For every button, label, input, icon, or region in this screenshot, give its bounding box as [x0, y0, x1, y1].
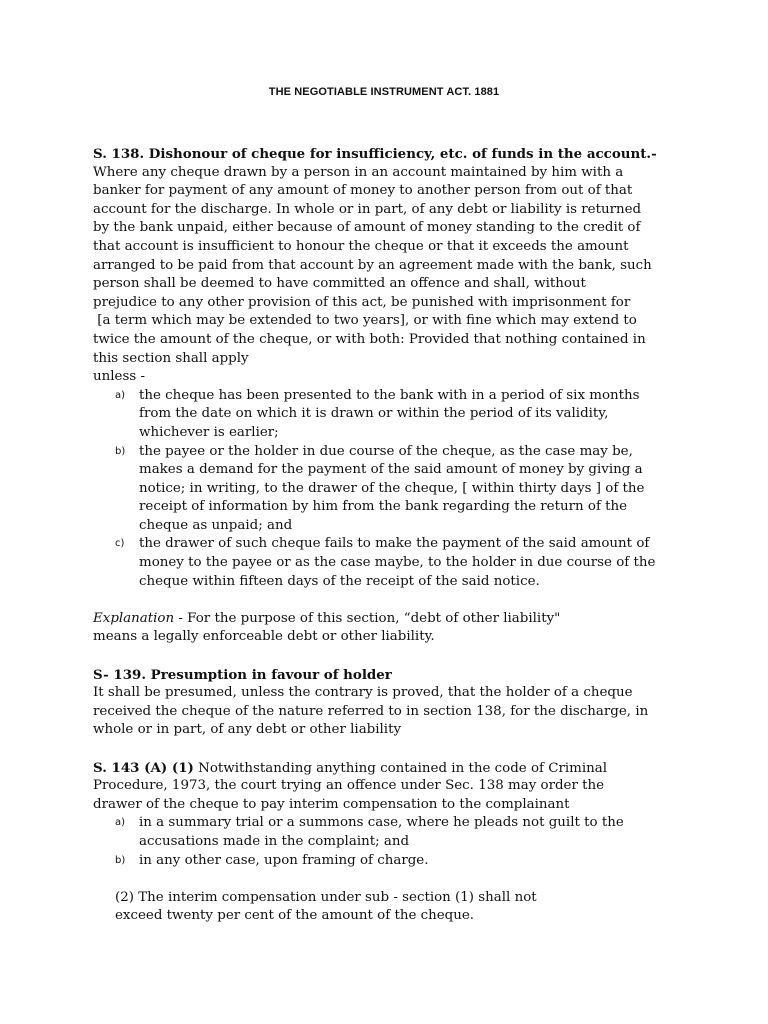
text-line: the cheque has been presented to the bank with in a period of six months [139, 387, 640, 403]
text-line: Procedure, 1973, the court trying an offence under Sec. 138 may order the [93, 778, 605, 794]
text-line: receipt of information by him from the bank regarding the return of the [139, 499, 628, 515]
section-143-first-line [93, 759, 693, 778]
document-body [93, 145, 693, 926]
list-item [93, 443, 693, 536]
list-item [93, 387, 693, 443]
text-line: banker for payment of any amount of money to another person from out of that [93, 183, 633, 199]
list-marker: b) [115, 854, 126, 866]
text-line: notice; in writing, to the drawer of the cheque, [ within thirty days ] of the [139, 480, 645, 496]
list-marker: c) [115, 538, 125, 550]
text-line: whichever is earlier; [139, 424, 279, 440]
text-line: drawer of the cheque to pay interim compensation to the complainant [93, 796, 570, 812]
text-segment: Notwithstanding anything contained in the code of Criminal [193, 760, 608, 776]
text-line: Where any cheque drawn by a person in an account maintained by him with a [93, 164, 624, 180]
explanation-label: Explanation [93, 610, 175, 626]
text-line: twice the amount of the cheque, or with both: Provided that nothing contained in [93, 331, 646, 347]
text-line: from the date on which it is drawn or within the period of its validity, [139, 406, 609, 422]
explanation-line [93, 610, 693, 629]
text-line: cheque as unpaid; and [139, 517, 293, 533]
section-139-heading: S- 139. Presumption in favour of holder [93, 666, 392, 683]
list-item [93, 814, 693, 851]
document-title: THE NEGOTIABLE INSTRUMENT ACT. 1881 [268, 86, 500, 98]
text-line: in any other case, upon framing of charge. [139, 852, 429, 868]
text-line: whole or in part, of any debt or other liability [93, 722, 402, 738]
text-line: prejudice to any other provision of this act, be punished with imprisonment for [93, 294, 631, 310]
text-line: unless - [93, 369, 145, 385]
list-item [93, 535, 693, 591]
explanation-line: means a legally enforceable debt or other liability. [93, 629, 435, 645]
text-line: the payee or the holder in due course of the cheque, as the case may be, [139, 443, 633, 459]
text-line: in a summary trial or a summons case, where he pleads not guilt to the [139, 815, 624, 831]
text-line: person shall be deemed to have committed an offence and shall, without [93, 276, 586, 292]
list-marker: a) [115, 389, 126, 401]
list-marker: a) [115, 817, 126, 829]
text-line: that account is insufficient to honour the cheque or that it exceeds the amount [93, 238, 629, 254]
text-line: makes a demand for the payment of the said amount of money by giving a [139, 462, 643, 478]
list-item [93, 852, 693, 871]
text-line: accusations made in the complaint; and [139, 833, 410, 849]
text-line: [a term which may be extended to two years], or with fine which may extend to [93, 313, 637, 329]
section-138-heading: S. 138. Dishonour of cheque for insufficiency, etc. of funds in the account.- [93, 146, 657, 162]
subsection-2-line: (2) The interim compensation under sub - section (1) shall not [115, 889, 537, 905]
text-line: account for the discharge. In whole or in part, of any debt or liability is returned [93, 201, 642, 217]
text-line: this section shall apply [93, 350, 249, 366]
list-marker: b) [115, 445, 126, 457]
text-line: by the bank unpaid, either because of amount of money standing to the credit of [93, 220, 641, 236]
explanation-text: - For the purpose of this section, “debt of other liability" [174, 610, 561, 626]
text-line: cheque within fifteen days of the receipt of the said notice. [139, 573, 540, 589]
text-line: the drawer of such cheque fails to make the payment of the said amount of [139, 536, 650, 552]
text-line: money to the payee or as the case maybe, to the holder in due course of the [139, 555, 656, 571]
subsection-2-line: exceed twenty per cent of the amount of the cheque. [115, 908, 475, 924]
text-line: It shall be presumed, unless the contrary is proved, that the holder of a cheque [93, 685, 633, 701]
text-line: received the cheque of the nature referred to in section 138, for the discharge, in [93, 703, 649, 719]
section-143-heading: S. 143 (A) (1) [93, 759, 194, 776]
text-line: arranged to be paid from that account by an agreement made with the bank, such [93, 257, 652, 273]
section-138-text [93, 164, 693, 387]
